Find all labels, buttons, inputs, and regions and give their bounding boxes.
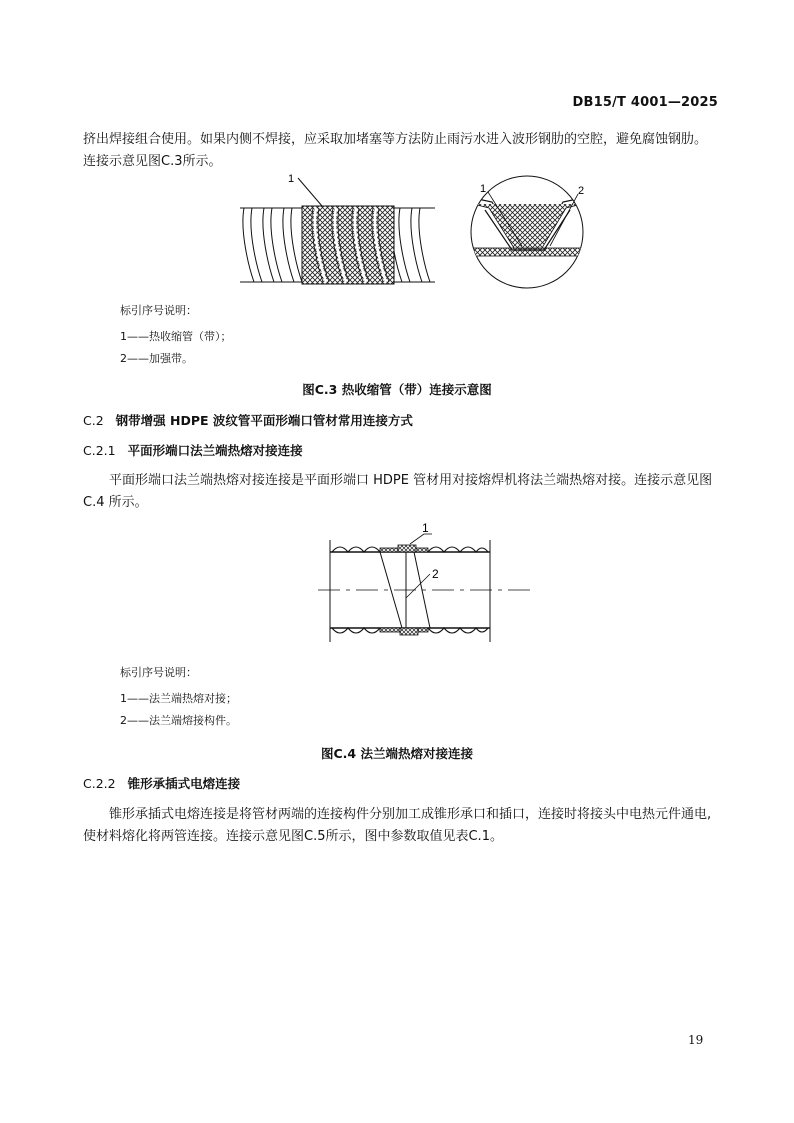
corrugated-pipe-left <box>240 206 435 284</box>
legend-item: 1——法兰端热熔对接； <box>120 692 237 705</box>
figure-c3-legend <box>120 300 232 370</box>
legend-title: 标引序号说明： <box>120 304 197 317</box>
callout-1-right: 1 <box>480 183 487 195</box>
legend-item: 1——热收缩管（带）； <box>120 330 232 343</box>
section-number: C.2 <box>83 413 104 428</box>
callout-2: 2 <box>432 567 439 581</box>
section-c2-heading <box>83 411 413 429</box>
callout-1: 1 <box>422 521 429 535</box>
figure-c3-drawing <box>230 170 590 300</box>
callout-2-right: 2 <box>578 185 585 197</box>
legend-item: 2——法兰端熔接构件。 <box>120 714 237 727</box>
section-title: 平面形端口法兰端热熔对接连接 <box>127 443 303 458</box>
legend-title: 标引序号说明： <box>120 666 197 679</box>
section-c22-body: 锥形承插式电熔连接是将管材两端的连接构件分别加工成锥形承口和插口，连接时将接头中电热元件通电,使材料熔化将两管连接。连接示意见图C.5所示，图中参数取值见表C.1。 <box>83 807 712 844</box>
figure-c4-drawing <box>318 518 530 650</box>
section-title: 锥形承插式电熔连接 <box>127 776 241 791</box>
section-number: C.2.1 <box>83 443 116 458</box>
section-c22-heading <box>83 774 240 792</box>
section-c21-heading <box>83 441 303 459</box>
figure-c4-legend <box>120 662 237 732</box>
callout-1-left: 1 <box>288 173 295 185</box>
page-number: 19 <box>688 1033 704 1047</box>
figure-c3-caption: 图C.3 热收缩管（带）连接示意图 <box>302 382 492 397</box>
standard-id: DB15/T 4001—2025 <box>572 95 718 110</box>
figure-c4-caption: 图C.4 法兰端热熔对接连接 <box>321 746 473 761</box>
section-title: 钢带增强 HDPE 波纹管平面形端口管材常用连接方式 <box>115 413 413 428</box>
section-c21-body: 平面形端口法兰端热熔对接连接是平面形端口 HDPE 管材用对接熔焊机将法兰端热熔对接。连接示意见图 C.4 所示。 <box>83 473 713 510</box>
cross-section-detail <box>470 176 585 288</box>
section-number: C.2.2 <box>83 776 116 791</box>
intro-paragraph: 挤出焊接组合使用。如果内侧不焊接，应采取加堵塞等方法防止雨污水进入波形钢肋的空腔，避免腐蚀钢肋。连接示意见图C.3所示。 <box>83 132 708 169</box>
legend-item: 2——加强带。 <box>120 352 193 365</box>
